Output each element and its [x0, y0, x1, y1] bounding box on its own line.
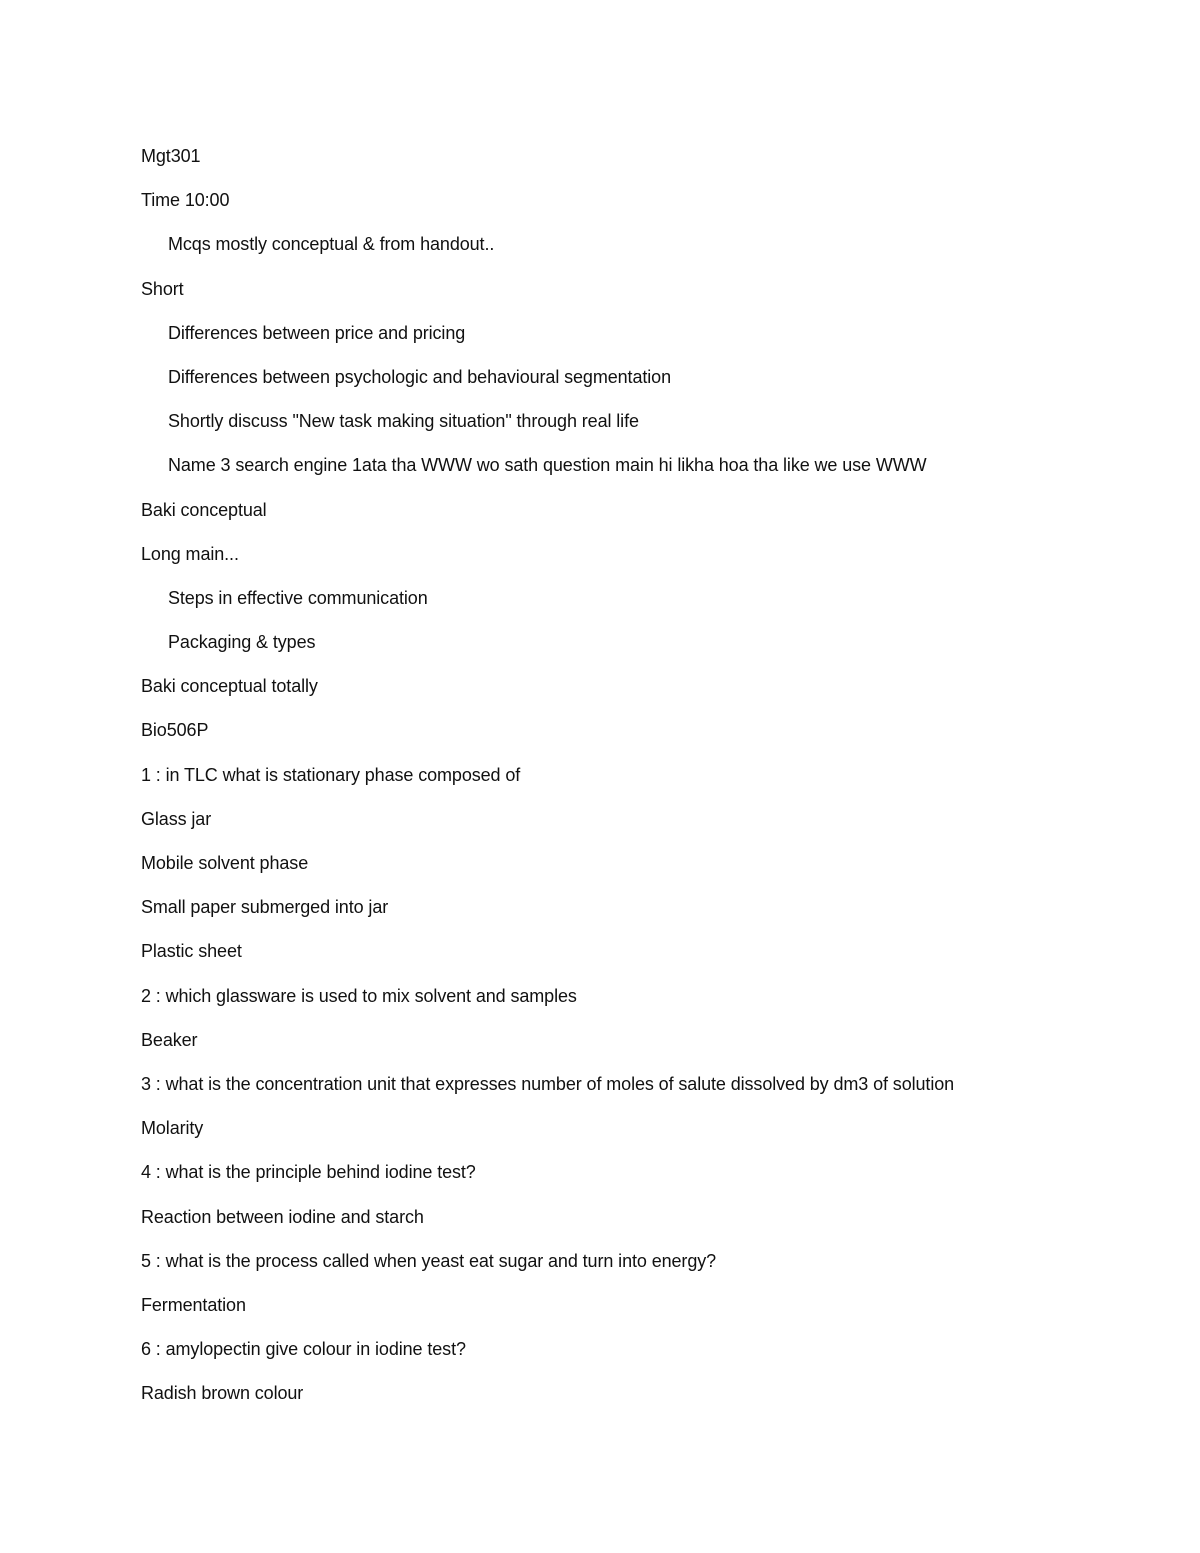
line-short-heading: Short [141, 278, 184, 299]
line-bio-q1-option-4: Plastic sheet [141, 941, 242, 962]
line-bio-q2: 2 : which glassware is used to mix solvent and samples [141, 985, 577, 1006]
line-bio-q1-option-3: Small paper submerged into jar [141, 897, 389, 918]
line-bio-q4: 4 : what is the principle behind iodine test? [141, 1162, 476, 1183]
line-bio506p-heading: Bio506P [141, 720, 209, 741]
line-bio-q6: 6 : amylopectin give colour in iodine test? [141, 1339, 466, 1360]
line-bio-q5: 5 : what is the process called when yeast eat sugar and turn into energy? [141, 1250, 717, 1271]
line-mcqs-note: Mcqs mostly conceptual & from handout.. [168, 234, 495, 255]
line-long-heading: Long main... [141, 543, 239, 564]
line-time: Time 10:00 [141, 190, 230, 211]
line-short-q3: Shortly discuss "New task making situation" through real life [168, 411, 639, 432]
line-baki-conceptual-totally: Baki conceptual totally [141, 676, 318, 697]
line-baki-conceptual: Baki conceptual [141, 499, 267, 520]
line-bio-q1-option-1: Glass jar [141, 808, 212, 829]
line-long-q1: Steps in effective communication [168, 587, 428, 608]
line-bio-q3-answer: Molarity [141, 1118, 204, 1139]
line-long-q2: Packaging & types [168, 632, 316, 653]
line-bio-q2-answer: Beaker [141, 1029, 198, 1050]
line-short-q2: Differences between psychologic and behavioural segmentation [168, 366, 671, 387]
line-bio-q1: 1 : in TLC what is stationary phase composed of [141, 764, 521, 785]
line-bio-q6-answer: Radish brown colour [141, 1383, 304, 1404]
line-bio-q3: 3 : what is the concentration unit that expresses number of moles of salute dissolved by dm3 of solution [141, 1073, 955, 1094]
line-short-q1: Differences between price and pricing [168, 322, 466, 343]
line-mgt301-heading: Mgt301 [141, 146, 201, 166]
line-short-q4: Name 3 search engine 1ata tha WWW wo sath question main hi likha hoa tha like we use WWW [168, 455, 927, 476]
line-bio-q5-answer: Fermentation [141, 1294, 246, 1315]
document-body [141, 144, 1101, 1425]
line-bio-q1-option-2: Mobile solvent phase [141, 853, 309, 873]
line-bio-q4-answer: Reaction between iodine and starch [141, 1206, 424, 1227]
